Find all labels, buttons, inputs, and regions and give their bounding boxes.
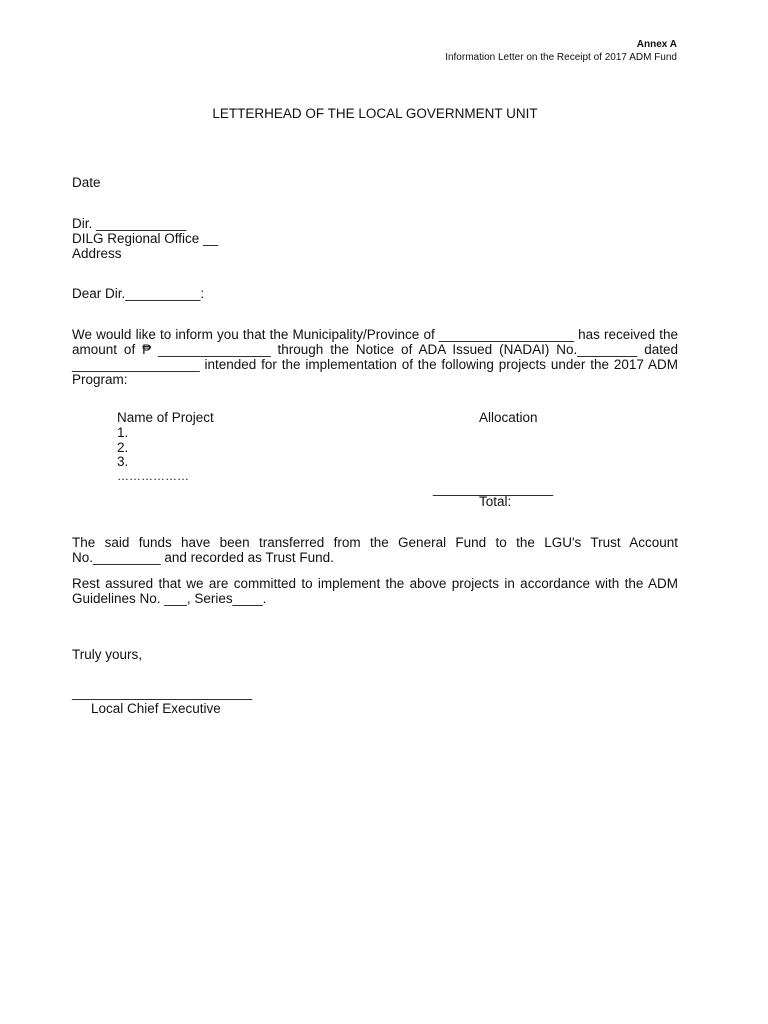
body-paragraph-1-text: We would like to inform you that the Municipality/Province of __________________ has received the amount of ₱ _______________ through the Notice of ADA Issued (NADAI) No.________ dated _________________ intended for the implementation of the following projects under the 2017 ADM Program: bbox=[72, 327, 678, 387]
annex-header bbox=[445, 38, 677, 64]
salutation: Dear Dir.__________: bbox=[72, 286, 205, 301]
closing: Truly yours, bbox=[72, 647, 143, 662]
annex-label: Annex A bbox=[636, 39, 677, 50]
body-paragraph-1 bbox=[72, 327, 678, 387]
total-label: Total: bbox=[479, 494, 512, 509]
project-item-3: 3. bbox=[117, 454, 129, 469]
project-item-more: ……………… bbox=[117, 468, 189, 483]
project-item-1: 1. bbox=[117, 425, 129, 440]
date-label: Date bbox=[72, 175, 101, 190]
body-paragraph-3-text: Rest assured that we are committed to implement the above projects in accordance with the ADM Guidelines No. ___, Series____. bbox=[72, 576, 678, 606]
signatory: Local Chief Executive bbox=[91, 701, 221, 716]
addressee-office: DILG Regional Office __ bbox=[72, 231, 219, 246]
body-paragraph-3 bbox=[72, 576, 678, 606]
project-item-2: 2. bbox=[117, 439, 129, 455]
allocation-header: Allocation bbox=[479, 410, 538, 425]
body-paragraph-2 bbox=[72, 535, 678, 565]
body-paragraph-2-text: The said funds have been transferred from the General Fund to the LGU's Trust Account No._________ and recorded as Trust Fund. bbox=[72, 535, 678, 565]
addressee-block bbox=[72, 216, 218, 261]
addressee-address: Address bbox=[72, 246, 122, 261]
total-rule: ________________ bbox=[433, 481, 554, 496]
letterhead-title: LETTERHEAD OF THE LOCAL GOVERNMENT UNIT bbox=[212, 106, 538, 121]
project-list bbox=[117, 425, 189, 483]
annex-subtitle: Information Letter on the Receipt of 2017 ADM Fund bbox=[445, 52, 677, 63]
project-name-header: Name of Project bbox=[117, 410, 214, 425]
signature-rule: ________________________ bbox=[72, 685, 253, 700]
addressee-name: Dir. ____________ bbox=[72, 216, 187, 231]
